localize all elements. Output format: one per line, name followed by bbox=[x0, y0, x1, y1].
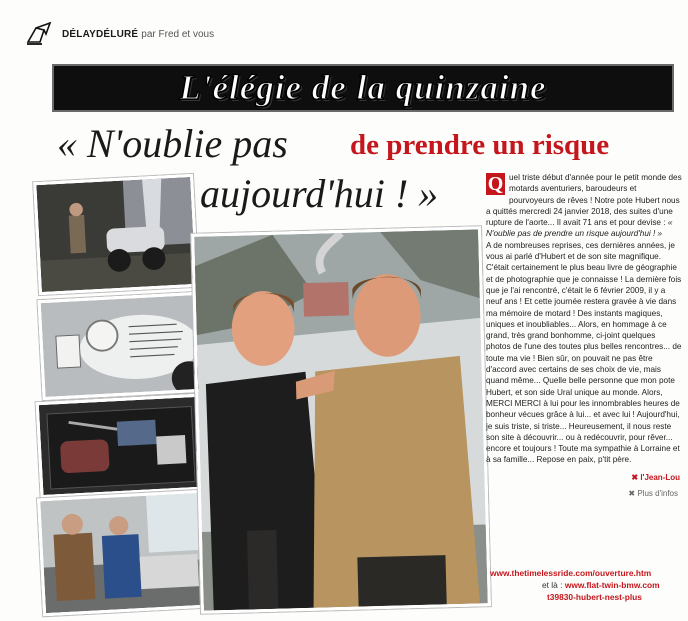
link-prefix: et là : bbox=[542, 580, 563, 590]
article-body bbox=[486, 172, 682, 499]
headline-part-3: aujourd'hui ! » bbox=[200, 171, 439, 216]
more-info-label: ✖ Plus d'infos bbox=[628, 489, 678, 499]
author-signature: ✖ l'Jean-Lou bbox=[631, 472, 680, 482]
article-paragraph-1 bbox=[486, 172, 682, 240]
section-name: DÉLAYDÉLURÉ bbox=[62, 28, 139, 40]
headline-part-1: « N'oublie pas bbox=[57, 121, 288, 166]
headline-part-2: de prendre un risque bbox=[350, 129, 610, 161]
photo-sidecar-closeup bbox=[37, 292, 202, 400]
article-paragraph-2: A de nombreuses reprises, ces dernières années, je vous ai parlé d'Hubert et de son site magnifique. C'était certainement le plus beau livre de géographie et de photographie que je connaisse ! La dernière fois que je l'ai rencontré, c'était le 6 février 2009, il y a neuf ans ! Et cette journée restera gravée à vie dans ma mémoire de motard ! Des instants magiques, uniques et inoubliables... Alors, en hommage à ce grand, très grand bonhomme, ci-joint quelques photos de l'une des toutes plus belles rencontres... de toute ma vie ! Bien sûr, on pouvait ne pas être d'accord avec certains de ses choix de vie, mais quand même... Quelle belle personne que mon pote Hubert, et son side Ural unique au monde. Alors, MERCI MERCI à lui pour les innombrables heures de bonheur vécues grâce à lui... et avec lui ! Aujourd'hui, je suis triste, si triste... Heureusement, il nous reste son site à découvrir... ou à redécouvrir, pour rêver... encore et toujours ! Toute ma sympathie à Lorraine et à sa famille... Repose en paix, p'tit père. bbox=[486, 240, 682, 465]
link-flat-twin-bmw[interactable]: www.flat-twin-bmw.com bbox=[564, 580, 660, 590]
section-byline: par Fred et vous bbox=[141, 28, 215, 40]
photo-open-case bbox=[36, 394, 203, 498]
dropcap: Q bbox=[487, 173, 504, 195]
photo-main-portrait bbox=[191, 226, 491, 613]
section-header bbox=[26, 22, 214, 46]
link-row-flat-twin bbox=[490, 579, 686, 591]
photo-workshop bbox=[37, 490, 209, 617]
link-hubert-thread[interactable]: t39830-hubert-nest-plus bbox=[547, 592, 642, 602]
quill-pen-icon bbox=[26, 22, 54, 46]
article-quote: « N'oublie pas de prendre un risque aujourd'hui ! » bbox=[486, 218, 673, 239]
banner-title: L'élégie de la quinzaine bbox=[179, 68, 547, 107]
link-timeless-ride[interactable]: www.thetimelessride.com/ouverture.htm bbox=[490, 568, 652, 578]
info-links bbox=[490, 567, 686, 603]
article-text-1: uel triste début d'année pour le petit monde des motards aventuriers, baroudeurs et pourvoyeurs de rêves ! Notre pote Hubert nous a quittés mercredi 24 janvier 2018, des suites d'une rupture de l'aorte... Il avait 71 ans et pour devise : bbox=[486, 173, 682, 228]
photo-sidecar-waterfall bbox=[33, 174, 199, 295]
title-banner bbox=[52, 64, 674, 112]
